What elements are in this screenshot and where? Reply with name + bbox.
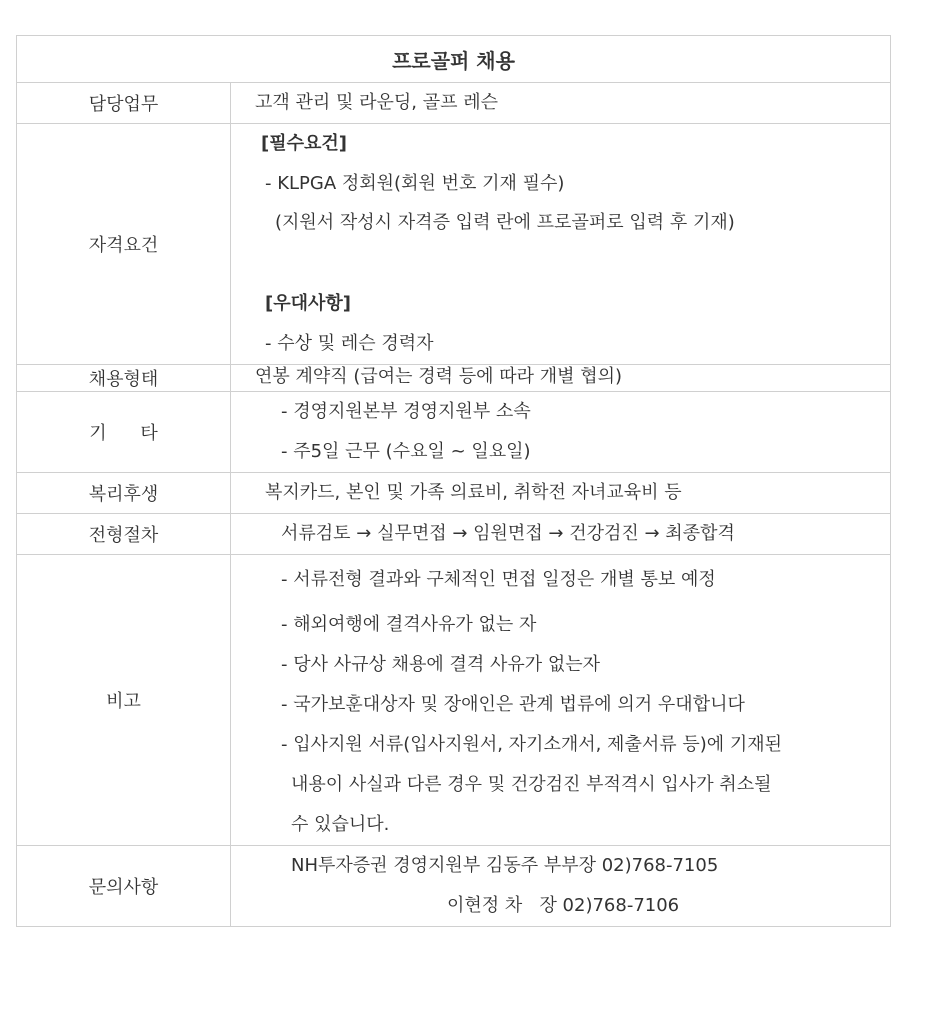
table-title: 프로골퍼 채용 — [17, 36, 891, 83]
label-note: 비고 — [17, 555, 231, 846]
row-qualification — [17, 124, 891, 365]
row-welfare — [17, 473, 891, 514]
required-line-1: - KLPGA 정회원(회원 번호 기재 필수) — [265, 173, 565, 194]
content-etc — [231, 392, 891, 473]
welfare-text: 복지카드, 본인 및 가족 의료비, 취학전 자녀교육비 등 — [265, 482, 682, 503]
note-line-3: - 당사 사규상 채용에 결격 사유가 없는자 — [281, 654, 601, 675]
row-etc — [17, 392, 891, 473]
label-welfare: 복리후생 — [17, 473, 231, 514]
content-qualification — [231, 124, 891, 365]
required-line-2: (지원서 작성시 자격증 입력 란에 프로골퍼로 입력 후 기재) — [275, 212, 735, 233]
required-heading: [필수요건] — [261, 133, 348, 154]
label-etc: 기 타 — [17, 392, 231, 473]
content-contact — [231, 846, 891, 927]
label-duty: 담당업무 — [17, 83, 231, 124]
row-note — [17, 555, 891, 846]
label-process: 전형절차 — [17, 514, 231, 555]
recruitment-table — [16, 35, 891, 927]
preferred-line-1: - 수상 및 레슨 경력자 — [265, 333, 434, 354]
employment-type-text: 연봉 계약직 (급여는 경력 등에 따라 개별 협의) — [255, 366, 623, 387]
note-line-4: - 국가보훈대상자 및 장애인은 관계 법류에 의거 우대합니다 — [281, 694, 745, 715]
etc-line-2: - 주5일 근무 (수요일 ~ 일요일) — [281, 441, 531, 462]
row-process — [17, 514, 891, 555]
content-employment-type — [231, 365, 891, 392]
note-line-2: - 해외여행에 결격사유가 없는 자 — [281, 614, 537, 635]
row-duty — [17, 83, 891, 124]
duty-text: 고객 관리 및 라운딩, 골프 레슨 — [255, 92, 498, 113]
content-process — [231, 514, 891, 555]
content-duty — [231, 83, 891, 124]
row-contact — [17, 846, 891, 927]
title-row — [17, 36, 891, 83]
note-line-6: 내용이 사실과 다른 경우 및 건강검진 부적격시 입사가 취소될 — [291, 774, 772, 795]
content-welfare — [231, 473, 891, 514]
label-employment-type: 채용형태 — [17, 365, 231, 392]
label-qualification: 자격요건 — [17, 124, 231, 365]
note-line-7: 수 있습니다. — [291, 814, 390, 835]
content-note — [231, 555, 891, 846]
label-contact: 문의사항 — [17, 846, 231, 927]
preferred-heading: [우대사항] — [265, 293, 352, 314]
process-text: 서류검토 → 실무면접 → 임원면접 → 건강검진 → 최종합격 — [281, 523, 735, 544]
contact-line-1: NH투자증권 경영지원부 김동주 부부장 02)768-7105 — [291, 855, 719, 876]
etc-line-1: - 경영지원본부 경영지원부 소속 — [281, 401, 531, 422]
contact-line-2: 이현정 차 장 02)768-7106 — [447, 895, 680, 916]
note-line-1: - 서류전형 결과와 구체적인 면접 일정은 개별 통보 예정 — [281, 569, 716, 590]
note-line-5: - 입사지원 서류(입사지원서, 자기소개서, 제출서류 등)에 기재된 — [281, 734, 783, 755]
row-employment-type — [17, 365, 891, 392]
